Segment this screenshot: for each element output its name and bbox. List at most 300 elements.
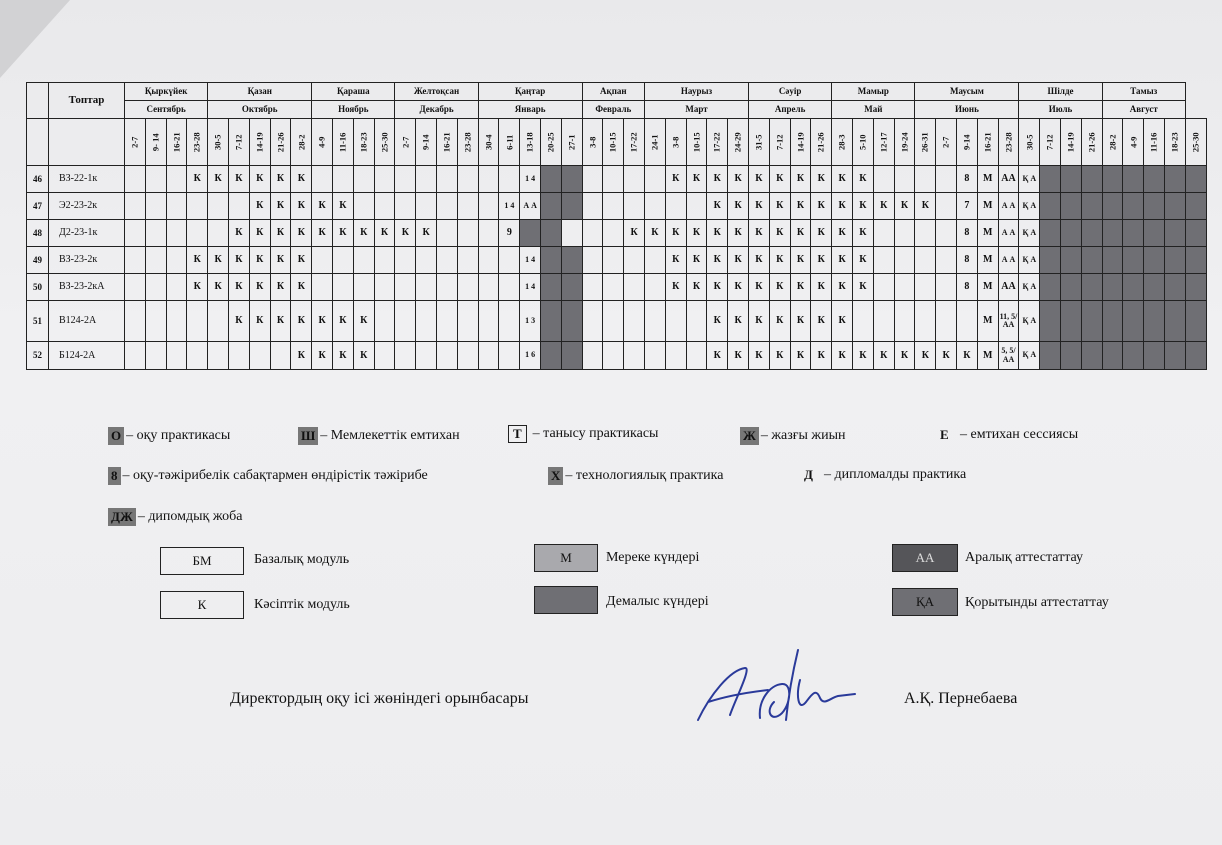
- month-ru: Май: [832, 101, 915, 119]
- month-ru: Март: [645, 101, 749, 119]
- week-header: [582, 119, 603, 166]
- rest-cell: [1081, 247, 1102, 274]
- week-header: [998, 119, 1019, 166]
- schedule-cell: [603, 247, 624, 274]
- legend-text: – оқу практикасы: [126, 428, 231, 443]
- row-number: 50: [27, 274, 49, 301]
- schedule-cell: К: [769, 247, 790, 274]
- schedule-cell: К: [749, 274, 770, 301]
- schedule-cell: К: [832, 301, 853, 342]
- schedule-cell: 1 4: [520, 166, 541, 193]
- schedule-cell: [582, 220, 603, 247]
- legend-code: 8: [108, 467, 121, 485]
- schedule-cell: [145, 342, 166, 370]
- week-label: 2-7: [400, 136, 411, 148]
- schedule-cell: [145, 193, 166, 220]
- week-label: 10-15: [691, 131, 702, 152]
- schedule-cell: Қ А: [1019, 342, 1040, 370]
- schedule-cell: [582, 166, 603, 193]
- rest-cell: [520, 220, 541, 247]
- rest-cell: [1040, 166, 1061, 193]
- schedule-cell: [166, 220, 187, 247]
- rest-cell: [541, 274, 562, 301]
- legend-text: – дипломалды практика: [824, 467, 967, 482]
- schedule-cell: [374, 166, 395, 193]
- week-header: [249, 119, 270, 166]
- schedule-cell: [478, 166, 499, 193]
- week-label: 31-5: [753, 133, 764, 150]
- schedule-cell: К: [749, 301, 770, 342]
- legend-text: – дипомдық жоба: [137, 509, 243, 524]
- rest-cell: [1185, 274, 1206, 301]
- key-label-qa: Қорытынды аттестаттау: [965, 595, 1109, 610]
- schedule-cell: [645, 342, 666, 370]
- schedule-cell: К: [665, 274, 686, 301]
- schedule-cell: К: [832, 342, 853, 370]
- schedule-cell: [478, 274, 499, 301]
- rest-cell: [561, 247, 582, 274]
- schedule-cell: [374, 301, 395, 342]
- week-header: [437, 119, 458, 166]
- week-label: 19-24: [899, 131, 910, 152]
- week-label: 27-1: [566, 133, 577, 150]
- rest-cell: [1185, 193, 1206, 220]
- rest-cell: [1061, 342, 1082, 370]
- row-group: ВЗ-22-1к: [49, 166, 125, 193]
- schedule-cell: К: [853, 247, 874, 274]
- schedule-cell: К: [915, 193, 936, 220]
- schedule-cell: К: [749, 193, 770, 220]
- month-ru: Февраль: [582, 101, 644, 119]
- schedule-cell: [166, 342, 187, 370]
- week-label: 10-15: [608, 131, 619, 152]
- week-label: 16-21: [982, 131, 993, 152]
- rest-cell: [541, 166, 562, 193]
- rest-cell: [1081, 166, 1102, 193]
- rest-cell: [561, 342, 582, 370]
- row-group: Э2-23-2к: [49, 193, 125, 220]
- rest-cell: [1102, 193, 1123, 220]
- schedule-cell: [603, 301, 624, 342]
- month-kz: Қараша: [312, 83, 395, 101]
- week-header: [769, 119, 790, 166]
- week-header: [187, 119, 208, 166]
- rest-cell: [541, 247, 562, 274]
- week-header: [416, 119, 437, 166]
- week-label: 4-9: [1128, 136, 1139, 148]
- schedule-cell: [125, 220, 146, 247]
- schedule-cell: [395, 247, 416, 274]
- schedule-cell: [624, 342, 645, 370]
- schedule-cell: [582, 301, 603, 342]
- schedule-cell: [416, 193, 437, 220]
- week-label: 28-2: [296, 133, 307, 150]
- schedule-cell: [353, 274, 374, 301]
- week-header: [936, 119, 957, 166]
- schedule-cell: К: [769, 301, 790, 342]
- schedule-cell: [312, 166, 333, 193]
- legend-item-zh: [740, 427, 846, 445]
- schedule-cell: [437, 193, 458, 220]
- row-number: 47: [27, 193, 49, 220]
- schedule-cell: [624, 301, 645, 342]
- key-label-rest: Демалыс күндері: [606, 594, 709, 609]
- week-label: 25-30: [1190, 131, 1201, 152]
- schedule-cell: К: [208, 166, 229, 193]
- legend-item-d: [804, 467, 966, 483]
- schedule-cell: К: [249, 166, 270, 193]
- legend-code: Ш: [298, 427, 318, 445]
- schedule-cell: А А: [998, 193, 1019, 220]
- schedule-cell: [374, 342, 395, 370]
- schedule-cell: К: [270, 301, 291, 342]
- schedule-cell: К: [645, 220, 666, 247]
- week-label: 13-18: [524, 131, 535, 152]
- week-header: [520, 119, 541, 166]
- week-header: [333, 119, 354, 166]
- schedule-cell: [374, 247, 395, 274]
- rest-cell: [1165, 342, 1186, 370]
- legend-text: – емтихан сессиясы: [960, 427, 1079, 442]
- schedule-cell: К: [686, 166, 707, 193]
- schedule-cell: М: [977, 193, 998, 220]
- schedule-cell: К: [312, 220, 333, 247]
- schedule-cell: [561, 220, 582, 247]
- schedule-cell: [416, 342, 437, 370]
- week-header: [1165, 119, 1186, 166]
- schedule-cell: К: [769, 342, 790, 370]
- legend-text: – Мемлекеттік емтихан: [320, 428, 460, 443]
- schedule-cell: К: [229, 301, 250, 342]
- week-header: [478, 119, 499, 166]
- rest-cell: [1165, 247, 1186, 274]
- schedule-cell: К: [811, 193, 832, 220]
- schedule-cell: А А: [998, 247, 1019, 274]
- schedule-cell: [582, 247, 603, 274]
- schedule-cell: 9: [499, 220, 520, 247]
- week-label: 20-25: [545, 131, 556, 152]
- schedule-table: [26, 82, 1207, 370]
- schedule-cell: [229, 193, 250, 220]
- key-box-rest: [534, 586, 598, 614]
- month-ru: Июнь: [915, 101, 1019, 119]
- schedule-cell: [125, 342, 146, 370]
- schedule-cell: К: [811, 220, 832, 247]
- week-header: [728, 119, 749, 166]
- week-label: 2-7: [129, 136, 140, 148]
- schedule-cell: Қ А: [1019, 166, 1040, 193]
- schedule-cell: [478, 342, 499, 370]
- schedule-cell: К: [270, 220, 291, 247]
- rest-cell: [1123, 274, 1144, 301]
- schedule-cell: К: [832, 220, 853, 247]
- schedule-cell: [312, 247, 333, 274]
- schedule-cell: К: [187, 166, 208, 193]
- rest-cell: [541, 342, 562, 370]
- schedule-cell: [582, 274, 603, 301]
- schedule-cell: К: [229, 247, 250, 274]
- week-blank: [49, 119, 125, 166]
- schedule-cell: К: [790, 342, 811, 370]
- week-label: 11-16: [337, 132, 348, 152]
- week-label: 14-19: [254, 131, 265, 152]
- week-header: [1061, 119, 1082, 166]
- schedule-cell: [478, 301, 499, 342]
- schedule-cell: [353, 166, 374, 193]
- schedule-cell: 8: [957, 220, 978, 247]
- week-header: [624, 119, 645, 166]
- schedule-cell: [478, 220, 499, 247]
- week-label: 16-21: [441, 131, 452, 152]
- rest-cell: [1061, 301, 1082, 342]
- num-header: [27, 83, 49, 119]
- schedule-cell: [145, 274, 166, 301]
- rest-cell: [1165, 274, 1186, 301]
- rest-cell: [1081, 342, 1102, 370]
- schedule-cell: К: [291, 193, 312, 220]
- rest-cell: [561, 274, 582, 301]
- schedule-cell: [645, 274, 666, 301]
- schedule-cell: [499, 247, 520, 274]
- schedule-cell: [665, 342, 686, 370]
- week-label: 5-10: [857, 133, 868, 150]
- schedule-cell: [957, 301, 978, 342]
- schedule-cell: [686, 193, 707, 220]
- schedule-cell: [395, 301, 416, 342]
- schedule-cell: К: [187, 247, 208, 274]
- schedule-cell: [208, 342, 229, 370]
- legend-item-dzh: [108, 508, 243, 526]
- week-label: 12-17: [878, 131, 889, 152]
- schedule-cell: 8: [957, 166, 978, 193]
- rest-cell: [1165, 301, 1186, 342]
- schedule-cell: [333, 274, 354, 301]
- schedule-cell: М: [977, 301, 998, 342]
- rest-cell: [1061, 220, 1082, 247]
- week-label: 9- 14: [150, 132, 161, 151]
- month-kz: Шілде: [1019, 83, 1102, 101]
- schedule-cell: К: [686, 274, 707, 301]
- rest-cell: [1185, 247, 1206, 274]
- legend-text: – оқу-тәжірибелік сабақтармен өндірістік тәжірибе: [122, 468, 428, 483]
- key-label-k: Кәсіптік модуль: [254, 597, 350, 612]
- schedule-cell: К: [749, 342, 770, 370]
- schedule-cell: К: [728, 220, 749, 247]
- week-header: [395, 119, 416, 166]
- schedule-cell: [208, 193, 229, 220]
- week-label: 17-22: [712, 131, 723, 152]
- rest-cell: [1144, 247, 1165, 274]
- schedule-cell: К: [790, 247, 811, 274]
- schedule-cell: [915, 166, 936, 193]
- week-label: 17-22: [628, 131, 639, 152]
- rest-cell: [1123, 342, 1144, 370]
- week-header: [291, 119, 312, 166]
- schedule-cell: К: [769, 220, 790, 247]
- table-row: [27, 301, 1207, 342]
- week-label: 30-4: [483, 133, 494, 150]
- month-ru: Сентябрь: [125, 101, 208, 119]
- legend-item-t: [508, 425, 658, 443]
- schedule-cell: [894, 247, 915, 274]
- schedule-cell: [166, 166, 187, 193]
- schedule-cell: [457, 301, 478, 342]
- key-label-aa: Аралық аттестаттау: [965, 550, 1084, 565]
- week-header: [1123, 119, 1144, 166]
- schedule-cell: [478, 247, 499, 274]
- schedule-cell: [936, 247, 957, 274]
- schedule-cell: [582, 342, 603, 370]
- rest-cell: [1061, 193, 1082, 220]
- schedule-cell: [915, 247, 936, 274]
- month-kz: Қаңтар: [478, 83, 582, 101]
- schedule-cell: К: [707, 274, 728, 301]
- schedule-cell: К: [728, 247, 749, 274]
- month-ru: Октябрь: [208, 101, 312, 119]
- schedule-cell: [499, 342, 520, 370]
- schedule-cell: К: [229, 274, 250, 301]
- schedule-cell: [125, 193, 146, 220]
- schedule-cell: К: [707, 166, 728, 193]
- schedule-cell: [457, 193, 478, 220]
- table-row: [27, 193, 1207, 220]
- week-header: [1040, 119, 1061, 166]
- schedule-cell: К: [686, 247, 707, 274]
- table-row: [27, 220, 1207, 247]
- schedule-cell: К: [811, 274, 832, 301]
- schedule-cell: [645, 166, 666, 193]
- rest-cell: [1040, 193, 1061, 220]
- rest-cell: [1102, 301, 1123, 342]
- rest-cell: [1123, 247, 1144, 274]
- rest-cell: [1081, 274, 1102, 301]
- schedule-cell: К: [208, 274, 229, 301]
- page-fold: [0, 0, 70, 78]
- schedule-cell: [894, 220, 915, 247]
- rest-cell: [1102, 247, 1123, 274]
- schedule-cell: К: [665, 247, 686, 274]
- schedule-cell: К: [957, 342, 978, 370]
- schedule-cell: А А: [998, 220, 1019, 247]
- week-header: [686, 119, 707, 166]
- key-box-aa: АА: [892, 544, 958, 572]
- week-header: [229, 119, 250, 166]
- table-row: [27, 166, 1207, 193]
- week-header: [374, 119, 395, 166]
- month-ru: Апрель: [749, 101, 832, 119]
- schedule-cell: К: [291, 166, 312, 193]
- schedule-cell: 1 4: [499, 193, 520, 220]
- schedule-cell: [457, 247, 478, 274]
- schedule-cell: [270, 342, 291, 370]
- schedule-cell: К: [291, 220, 312, 247]
- schedule-cell: [125, 166, 146, 193]
- rest-cell: [1102, 342, 1123, 370]
- legend-text: – жазғы жиын: [760, 428, 846, 443]
- schedule-cell: К: [728, 193, 749, 220]
- schedule-cell: [478, 193, 499, 220]
- schedule-cell: [873, 274, 894, 301]
- rest-cell: [1040, 301, 1061, 342]
- schedule-cell: [187, 220, 208, 247]
- rest-cell: [1102, 166, 1123, 193]
- row-number: 52: [27, 342, 49, 370]
- week-header: [811, 119, 832, 166]
- legend-code: Д: [804, 467, 813, 482]
- week-label: 23-28: [1003, 131, 1014, 152]
- schedule-cell: [603, 274, 624, 301]
- month-kz: Ақпан: [582, 83, 644, 101]
- rest-cell: [1144, 166, 1165, 193]
- schedule-cell: К: [873, 342, 894, 370]
- week-label: 21-26: [275, 131, 286, 152]
- schedule-cell: [665, 301, 686, 342]
- schedule-cell: [603, 220, 624, 247]
- rest-cell: [1061, 274, 1082, 301]
- schedule-cell: К: [249, 193, 270, 220]
- legend-code: Х: [548, 467, 563, 485]
- row-group: ВЗ-23-2кА: [49, 274, 125, 301]
- schedule-cell: [166, 247, 187, 274]
- rest-cell: [1040, 274, 1061, 301]
- schedule-cell: К: [790, 166, 811, 193]
- legend-code: О: [108, 427, 124, 445]
- schedule-cell: [437, 342, 458, 370]
- row-number: 49: [27, 247, 49, 274]
- schedule-cell: [437, 247, 458, 274]
- legend-item-o: [108, 427, 230, 445]
- legend-code: Е: [940, 427, 949, 442]
- key-label-bm: Базалық модуль: [254, 552, 350, 567]
- month-kz: Қазан: [208, 83, 312, 101]
- schedule-cell: [395, 342, 416, 370]
- week-label: 3-8: [670, 136, 681, 148]
- schedule-cell: [894, 301, 915, 342]
- schedule-cell: [166, 193, 187, 220]
- signature: [690, 640, 860, 735]
- rest-cell: [1040, 220, 1061, 247]
- schedule-cell: К: [915, 342, 936, 370]
- schedule-cell: [873, 220, 894, 247]
- schedule-cell: [374, 274, 395, 301]
- month-kz: Сәуір: [749, 83, 832, 101]
- schedule-cell: [936, 220, 957, 247]
- week-header: [166, 119, 187, 166]
- rest-cell: [1081, 301, 1102, 342]
- week-header: [645, 119, 666, 166]
- schedule-cell: М: [977, 274, 998, 301]
- schedule-cell: [229, 342, 250, 370]
- schedule-cell: М: [977, 247, 998, 274]
- schedule-cell: [936, 301, 957, 342]
- week-label: 2-7: [940, 136, 951, 148]
- schedule-cell: К: [853, 193, 874, 220]
- schedule-cell: К: [249, 274, 270, 301]
- schedule-cell: К: [624, 220, 645, 247]
- table-row: [27, 247, 1207, 274]
- schedule-cell: К: [749, 247, 770, 274]
- schedule-cell: К: [707, 342, 728, 370]
- schedule-cell: [125, 247, 146, 274]
- schedule-cell: К: [312, 342, 333, 370]
- schedule-cell: К: [894, 193, 915, 220]
- schedule-cell: К: [270, 274, 291, 301]
- table-row: [27, 274, 1207, 301]
- schedule-cell: 5, 5/ АА: [998, 342, 1019, 370]
- row-group: Д2-23-1к: [49, 220, 125, 247]
- month-ru: Ноябрь: [312, 101, 395, 119]
- legend-item-sh: [298, 427, 460, 445]
